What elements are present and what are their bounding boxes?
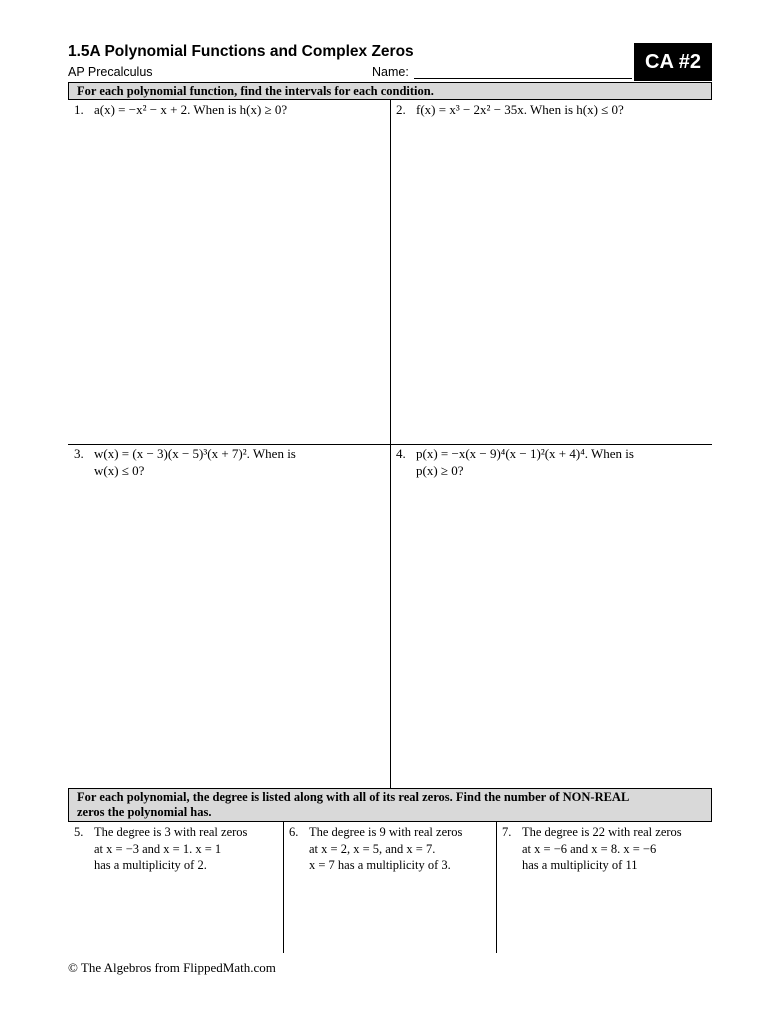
section2-instructions (68, 788, 712, 822)
assignment-badge: CA #2 (634, 43, 712, 81)
problem-3 (74, 445, 296, 479)
section2-instructions-line1: For each polynomial, the degree is listed along with all of its real zeros. Find the number of NON-REAL (77, 790, 630, 804)
problem-6 (289, 824, 462, 874)
problem-1 (74, 101, 287, 118)
section2-instructions-line2: zeros the polynomial has. (77, 805, 212, 819)
problem-number: 6. (289, 825, 299, 839)
problem-number: 4. (396, 446, 406, 461)
section1-instructions: For each polynomial function, find the intervals for each condition. (68, 82, 712, 100)
problem-text-continued: has a multiplicity of 11 (522, 858, 638, 872)
problem-text-continued: p(x) ≥ 0? (416, 463, 464, 478)
problem-text-continued: at x = −3 and x = 1. x = 1 (94, 841, 222, 856)
problem-text: w(x) = (x − 3)(x − 5)³(x + 7)². When is (94, 446, 296, 461)
problem-4 (396, 445, 634, 479)
worksheet-title: 1.5A Polynomial Functions and Complex Zeros (68, 43, 414, 60)
problem-number: 5. (74, 825, 84, 839)
problem-text-continued: w(x) ≤ 0? (94, 463, 145, 478)
problem-text-continued: has a multiplicity of 2. (94, 858, 207, 872)
problem-text: The degree is 9 with real zeros (309, 825, 463, 839)
problem-text: The degree is 3 with real zeros (94, 825, 248, 839)
grid-divider-vertical (496, 822, 497, 953)
grid-divider-vertical (283, 822, 284, 953)
problem-text: a(x) = −x² − x + 2. When is h(x) ≥ 0? (94, 102, 288, 117)
problem-number: 1. (74, 102, 84, 117)
problem-7 (502, 824, 682, 874)
problem-2 (396, 101, 624, 118)
problem-text: p(x) = −x(x − 9)⁴(x − 1)²(x + 4)⁴. When is (416, 446, 634, 461)
problem-text-continued: x = 7 has a multiplicity of 3. (309, 858, 451, 872)
problem-text: f(x) = x³ − 2x² − 35x. When is h(x) ≤ 0? (416, 102, 624, 117)
problem-5 (74, 824, 247, 874)
name-label: Name: (372, 65, 409, 79)
problem-text: The degree is 22 with real zeros (522, 825, 682, 839)
problem-text-continued: at x = −6 and x = 8. x = −6 (522, 841, 657, 856)
problem-number: 3. (74, 446, 84, 461)
problem-text-continued: at x = 2, x = 5, and x = 7. (309, 841, 436, 856)
copyright-footer: © The Algebros from FlippedMath.com (68, 960, 276, 975)
problem-number: 7. (502, 825, 512, 839)
name-blank-line[interactable] (414, 78, 632, 79)
course-name: AP Precalculus (68, 65, 153, 79)
problem-number: 2. (396, 102, 406, 117)
